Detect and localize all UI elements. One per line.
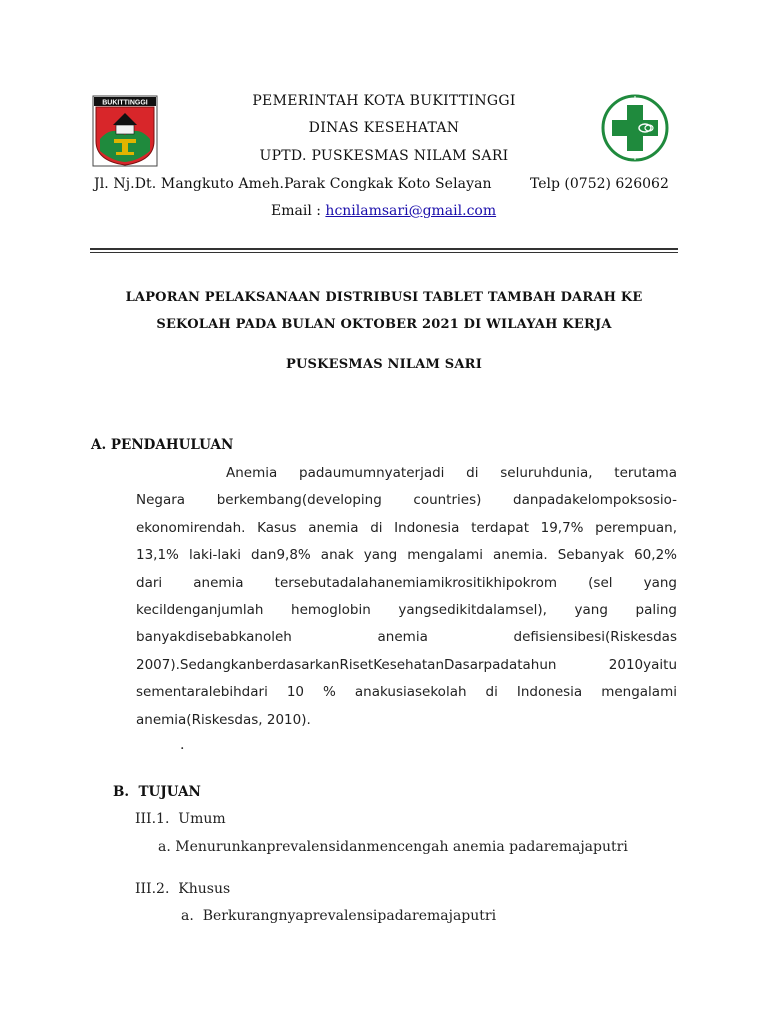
section-a-heading: A. PENDAHULUAN [91, 437, 234, 453]
header-government: PEMERINTAH KOTA BUKITTINGGI [252, 93, 516, 109]
objective-specific-item: a. Berkurangnyaprevalensipadaremajaputri [181, 908, 497, 924]
paragraph-line: anemia(Riskesdas, 2010). [136, 711, 311, 728]
objective-general-item: a. Menurunkanprevalensidanmencengah anemia padaremajaputri [158, 839, 628, 855]
section-b-heading: B. TUJUAN [113, 784, 201, 800]
header-department: DINAS KESEHATAN [308, 120, 460, 136]
paragraph-line: 13,1% laki-laki dan9,8% anak yang mengalami anemia. Sebanyak 60,2% [136, 547, 677, 564]
crest-label: BUKITTINGGI [102, 99, 148, 107]
header-phone: Telp (0752) 626062 [530, 176, 669, 192]
header-address: Jl. Nj.Dt. Mangkuto Ameh.Parak Congkak Koto Selayan [94, 176, 492, 192]
objective-specific-heading: III.2. Khusus [135, 881, 231, 897]
email-label: Email : [271, 203, 326, 219]
header-puskesmas: UPTD. PUSKESMAS NILAM SARI [259, 148, 509, 164]
objective-general-heading: III.1. Umum [135, 811, 226, 827]
section-a-paragraph [136, 460, 677, 734]
report-title-line3: PUSKESMAS NILAM SARI [286, 357, 482, 372]
report-title-line2: SEKOLAH PADA BULAN OKTOBER 2021 DI WILAYAH KERJA [156, 317, 612, 332]
paragraph-line: sementaralebihdari 10 % anakusiasekolah di Indonesia mengalami [136, 684, 677, 701]
header-divider-thick [90, 248, 678, 250]
paragraph-line: banyakdisebabkanoleh anemia defisiensibesi(Riskesdas [136, 629, 677, 646]
paragraph-line: ekonomirendah. Kasus anemia di Indonesia terdapat 19,7% perempuan, [136, 519, 677, 536]
header-email-row [271, 203, 496, 219]
paragraph-line: 2007).SedangkanberdasarkanRisetKesehatanDasarpadatahun 2010yaitu [136, 656, 677, 673]
paragraph-line: kecildenganjumlah hemoglobin yangsedikitdalamsel), yang paling [136, 602, 677, 619]
paragraph-line: dari anemia tersebutadalahanemiamikrositikhipokrom (sel yang [136, 574, 677, 591]
stray-dot: . [180, 737, 185, 753]
report-title-line1: LAPORAN PELAKSANAAN DISTRIBUSI TABLET TAMBAH DARAH KE [125, 290, 643, 305]
paragraph-line: Negara berkembang(developing countries) danpadakelompoksosio- [136, 492, 677, 509]
email-link[interactable]: hcnilamsari@gmail.com [325, 203, 497, 219]
paragraph-line: Anemia padaumumnyaterjadi di seluruhdunia, terutama [226, 465, 677, 481]
header-divider-thin [90, 252, 678, 253]
